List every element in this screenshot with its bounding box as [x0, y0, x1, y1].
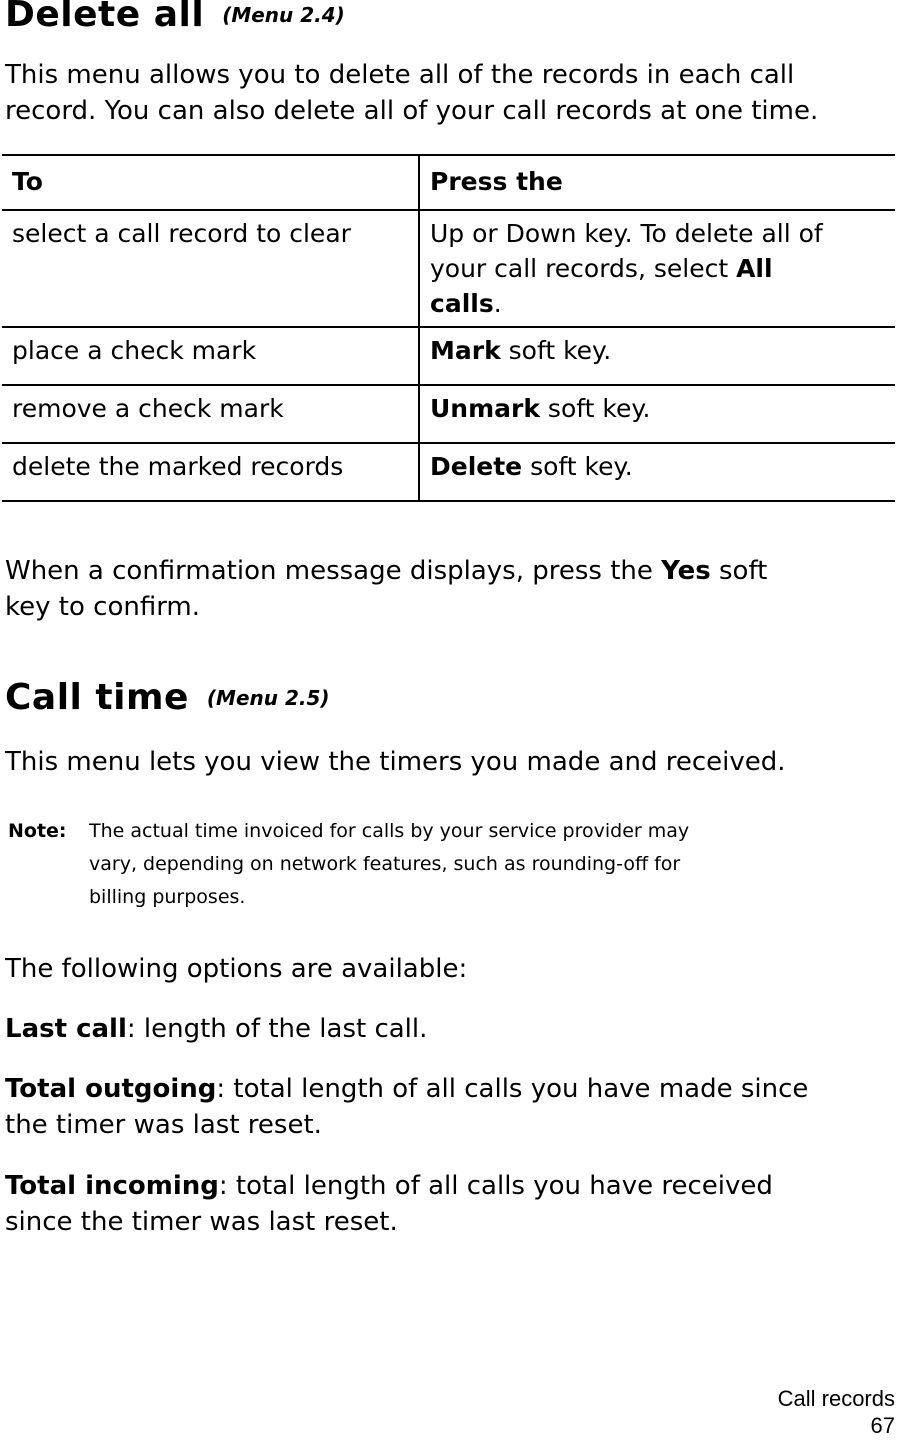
delete-all-intro-line2: record. You can also delete all of your call records at one time.: [5, 96, 819, 126]
delete-all-intro-line1: This menu allows you to delete all of the records in each call: [5, 60, 795, 90]
table-cell-to: delete the marked records: [2, 443, 419, 501]
call-time-title: Call time: [5, 677, 189, 718]
note-label: Note:: [8, 820, 67, 842]
option-desc: : total length of all calls you have received: [218, 1171, 773, 1201]
confirm-post: soft: [710, 556, 768, 586]
call-time-intro: This menu lets you view the timers you made and received.: [5, 747, 786, 777]
options-intro: The following options are available:: [5, 954, 468, 984]
option-term: Total outgoing: [5, 1074, 217, 1104]
option-desc: : total length of all calls you have made since: [216, 1074, 809, 1104]
delete-all-heading: [5, 0, 345, 35]
soft-key-suffix: soft key.: [539, 394, 651, 423]
table-cell-press: [419, 210, 895, 327]
table-cell-to: place a check mark: [2, 327, 419, 385]
note-line2: vary, depending on network features, such as rounding-off for: [89, 853, 681, 875]
soft-key-suffix: soft key.: [522, 452, 633, 481]
table-cell-to: select a call record to clear: [2, 210, 419, 327]
delete-all-intro: [5, 57, 818, 129]
option-total-incoming: [5, 1168, 773, 1240]
call-time-menu-ref: (Menu 2.5): [206, 686, 330, 710]
option-last-call: [5, 1011, 427, 1047]
confirm-line2: key to confirm.: [5, 592, 201, 622]
column-header-to: To: [2, 155, 419, 210]
table-cell-press: [419, 443, 895, 501]
press-bold-calls: calls: [430, 289, 494, 318]
table-cell-press: [419, 327, 895, 385]
key-instructions-table: [2, 154, 895, 502]
confirm-pre: When a confirmation message displays, press the: [5, 556, 662, 586]
option-desc: : length of the last call.: [126, 1014, 428, 1044]
option-desc-line2: the timer was last reset.: [5, 1110, 322, 1140]
footer-section-title: Call records: [777, 1386, 895, 1411]
page-footer: [778, 1385, 895, 1439]
option-total-outgoing: [5, 1071, 808, 1143]
press-period: .: [493, 289, 502, 318]
soft-key-suffix: soft key.: [500, 336, 612, 365]
press-line1: Up or Down key. To delete all of: [430, 219, 823, 248]
delete-all-title: Delete all: [5, 0, 205, 35]
note-text: [89, 815, 888, 914]
page-number: 67: [870, 1413, 895, 1438]
table-row: [2, 327, 895, 385]
option-desc-line2: since the timer was last reset.: [5, 1207, 398, 1237]
table-header-row: [2, 155, 895, 210]
table-cell-press: [419, 385, 895, 443]
confirm-paragraph: [5, 553, 767, 625]
option-term: Last call: [5, 1014, 127, 1044]
table-row: [2, 443, 895, 501]
note-line1: The actual time invoiced for calls by your service provider may: [89, 820, 690, 842]
soft-key-name: Mark: [430, 336, 501, 365]
press-bold-all: All: [736, 254, 773, 283]
call-time-heading: [5, 677, 330, 718]
soft-key-name: Unmark: [430, 394, 540, 423]
soft-key-name: Delete: [430, 452, 523, 481]
option-term: Total incoming: [5, 1171, 219, 1201]
table-row: [2, 210, 895, 327]
confirm-key: Yes: [661, 556, 711, 586]
press-line2: your call records, select: [430, 254, 737, 283]
column-header-press-the: Press the: [419, 155, 895, 210]
note-block: [8, 815, 888, 914]
table-cell-to: remove a check mark: [2, 385, 419, 443]
note-line3: billing purposes.: [89, 886, 246, 908]
delete-all-menu-ref: (Menu 2.4): [222, 3, 345, 27]
table-row: [2, 385, 895, 443]
